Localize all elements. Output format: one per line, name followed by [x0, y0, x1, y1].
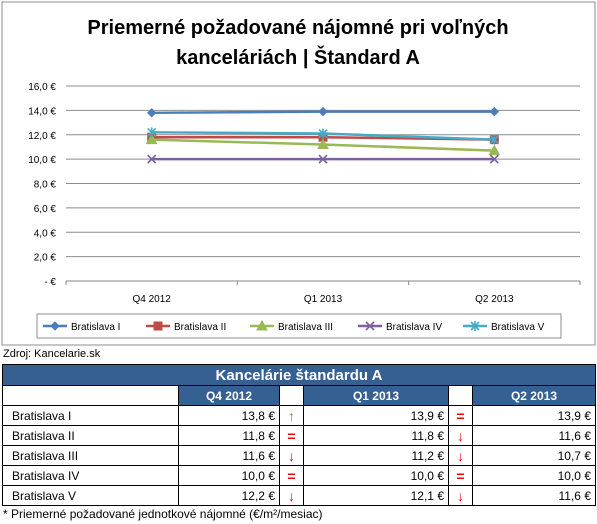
chart-title-line: kanceláriách | Štandard A — [176, 47, 420, 69]
value-q2-2013: 13,9 € — [473, 406, 596, 426]
table-header-q1-2013: Q1 2013 — [304, 386, 449, 406]
value-q4-2012: 11,6 € — [179, 446, 280, 466]
y-tick-label: 2,0 € — [33, 252, 56, 264]
trend-arrow-icon: = — [280, 426, 304, 446]
table-row — [3, 486, 596, 506]
value-q4-2012: 11,8 € — [179, 426, 280, 446]
y-tick-label: 10,0 € — [28, 155, 56, 167]
table-header-blank — [3, 386, 179, 406]
trend-arrow-icon: ↓ — [280, 486, 304, 506]
legend-label: Bratislava I — [71, 322, 121, 333]
value-q2-2013: 11,6 € — [473, 426, 596, 446]
y-tick-label: 16,0 € — [28, 82, 56, 93]
value-q2-2013: 11,6 € — [473, 486, 596, 506]
table-row — [3, 426, 596, 446]
trend-arrow-icon: ↓ — [449, 426, 473, 446]
row-name: Bratislava IV — [3, 466, 179, 486]
value-q2-2013: 10,0 € — [473, 466, 596, 486]
chart-title-line: Priemerné požadované nájomné pri voľných — [87, 17, 509, 39]
legend-label: Bratislava V — [491, 322, 545, 333]
value-q1-2013: 11,2 € — [304, 446, 449, 466]
trend-arrow-icon: ↓ — [449, 446, 473, 466]
x-tick-label: Q1 2013 — [303, 294, 343, 305]
rent-table — [2, 364, 596, 506]
table-header-q4-2012: Q4 2012 — [179, 386, 280, 406]
trend-arrow-icon: = — [449, 406, 473, 426]
legend-label: Bratislava II — [174, 322, 227, 333]
value-q2-2013: 10,7 € — [473, 446, 596, 466]
trend-arrow-icon: ↓ — [449, 486, 473, 506]
table-row — [3, 446, 596, 466]
table-row — [3, 466, 596, 486]
row-name: Bratislava III — [3, 446, 179, 466]
value-q1-2013: 10,0 € — [304, 466, 449, 486]
table-header-blank — [449, 386, 473, 406]
table-row — [3, 406, 596, 426]
legend-label: Bratislava III — [278, 322, 334, 333]
row-name: Bratislava I — [3, 406, 179, 426]
source-note: Zdroj: Kancelarie.sk — [3, 348, 101, 360]
y-tick-label: 12,0 € — [28, 130, 56, 142]
legend-marker-icon — [154, 322, 162, 330]
value-q1-2013: 11,8 € — [304, 426, 449, 446]
value-q4-2012: 13,8 € — [179, 406, 280, 426]
value-q4-2012: 12,2 € — [179, 486, 280, 506]
footnote: * Priemerné požadované jednotkové nájomné (€/m²/mesiac) — [3, 507, 323, 521]
table-caption: Kancelárie štandardu A — [3, 365, 596, 386]
y-tick-label: 8,0 € — [33, 179, 56, 191]
legend-label: Bratislava IV — [386, 322, 443, 333]
trend-arrow-icon: ↑ — [280, 406, 304, 426]
trend-arrow-icon: ↓ — [280, 446, 304, 466]
trend-arrow-icon: = — [280, 466, 304, 486]
value-q1-2013: 13,9 € — [304, 406, 449, 426]
y-tick-label: - € — [44, 277, 56, 288]
row-name: Bratislava V — [3, 486, 179, 506]
table-header-q2-2013: Q2 2013 — [473, 386, 596, 406]
x-tick-label: Q4 2012 — [132, 294, 171, 305]
y-tick-label: 4,0 € — [33, 228, 56, 240]
value-q4-2012: 10,0 € — [179, 466, 280, 486]
y-tick-label: 14,0 € — [28, 106, 56, 118]
row-name: Bratislava II — [3, 426, 179, 446]
trend-arrow-icon: = — [449, 466, 473, 486]
y-tick-label: 6,0 € — [33, 203, 56, 215]
x-tick-label: Q2 2013 — [475, 294, 514, 305]
table-header-blank — [280, 386, 304, 406]
value-q1-2013: 12,1 € — [304, 486, 449, 506]
